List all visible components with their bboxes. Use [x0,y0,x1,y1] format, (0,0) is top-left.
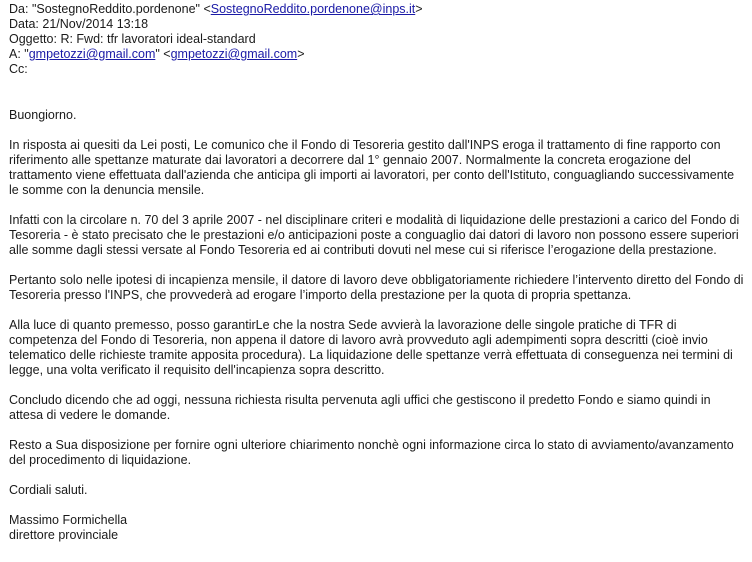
paragraph-2: Infatti con la circolare n. 70 del 3 aprile 2007 - nel disciplinare criteri e modalità di liquidazione delle prestazioni a carico del Fondo di Tesoreria - è stato precisato che le prestazioni e/o anticipazioni poste a conguaglio dai datori di lavoro non possono essere superiori alle somme dagli stessi versate al Fondo Tesoreria ed ai contributi dovuti nel mese cui si riferisce l’erogazione della prestazione. [9,213,740,257]
paragraph-3: Pertanto solo nelle ipotesi di incapienza mensile, il datore di lavoro deve obbligatoriamente richiedere l’intervento diretto del Fondo di Tesoreria presso l'INPS, che provvederà ad erogare l’importo della prestazione per la quota di propria spettanza. [9,273,744,302]
date-line [9,17,747,32]
to-email-link[interactable]: gmpetozzi@gmail.com [170,47,298,61]
from-email-link[interactable]: SostegnoReddito.pordenone@inps.it [210,2,416,16]
date-label: Data: [9,17,39,31]
to-label: A: [9,47,21,61]
closing: Cordiali saluti. [9,483,88,497]
from-name: "SostegnoReddito.pordenone" [31,2,200,16]
from-label: Da: [9,2,29,16]
date-value: 21/Nov/2014 13:18 [42,17,149,31]
subject-value: R: Fwd: tfr lavoratori ideal-standard [60,32,256,46]
from-line: Da: "SostegnoReddito.pordenone" <SostegnoReddito.pordenone@inps.it> [9,2,423,16]
signature-name: Massimo Formichella [9,513,128,527]
header-spacer [9,77,747,108]
subject-line [9,32,747,47]
greeting: Buongiorno. [9,108,77,122]
subject-label: Oggetto: [9,32,57,46]
to-line: A: "gmpetozzi@gmail.com" <gmpetozzi@gmail.com> [9,47,305,61]
cc-line [9,62,747,77]
paragraph-4: Alla luce di quanto premesso, posso garantirLe che la nostra Sede avvierà la lavorazione delle singole pratiche di TFR di competenza del Fondo di Tesoreria, non appena il datore di lavoro avrà provveduto agli adempimenti sopra descritti (cioè invio telematico delle richieste tramite apposita procedura). La liquidazione delle spettanze verrà effettuata di conseguenza nei termini di legge, una volta verificato il requisito dell'incapienza sopra descritto. [9,318,733,377]
paragraph-1: In risposta ai quesiti da Lei posti, Le comunico che il Fondo di Tesoreria gestito dall'INPS eroga il trattamento di fine rapporto con riferimento alle spettanze maturate dai lavoratori a decorrere dal 1° gennaio 2007. Normalmente la concreta erogazione del trattamento viene effettuata dall'azienda che anticipa gli importi ai lavoratori, per conto dell'Istituto, conguagliando successivamente le somme con la denuncia mensile. [9,138,735,197]
signature-title: direttore provinciale [9,528,119,542]
paragraph-6: Resto a Sua disposizione per fornire ogni ulteriore chiarimento nonchè ogni informazione circa lo stato di avviamento/avanzamento del procedimento di liquidazione. [9,438,734,467]
to-name-link[interactable]: gmpetozzi@gmail.com [28,47,156,61]
paragraph-5: Concludo dicendo che ad oggi, nessuna richiesta risulta pervenuta agli uffici che gestiscono il predetto Fondo e siamo quindi in attesa di vedere le domande. [9,393,711,422]
email-message [9,2,747,543]
cc-label: Cc: [9,62,28,76]
